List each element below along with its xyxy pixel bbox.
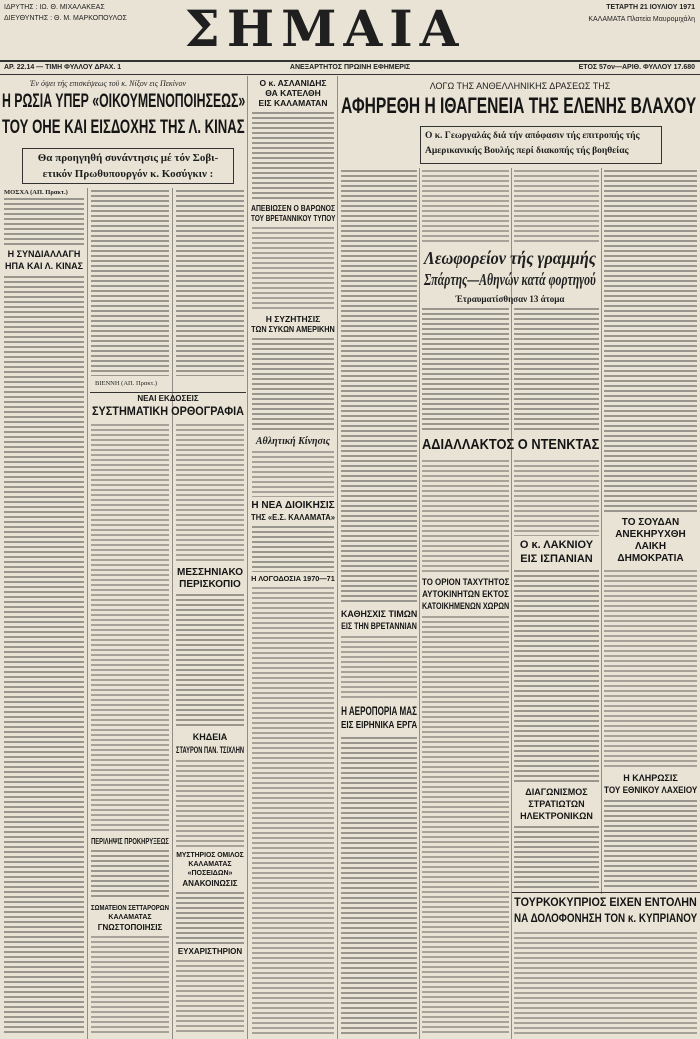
baron-heading-line1: ΑΠΕΒΙΩΣΕΝ Ο ΒΑΡΩΝΟΣ <box>251 203 336 213</box>
airforce-heading-line2: ΕΙΣ ΕΙΡΗΝΙΚΑ ΕΡΓΑ <box>341 720 418 731</box>
article-body-text <box>514 308 599 432</box>
bus-headline-line2: Σπάρτης—Αθηνών κατά φορτηγού <box>424 270 596 289</box>
article-body-text <box>604 170 697 512</box>
article-body-text <box>252 526 334 572</box>
article-body-text <box>176 960 244 1035</box>
vlachou-subhead-line1: Ο κ. Γεωργαλάς διά τήν απόφασιν τής επιτροπής τής <box>425 131 640 141</box>
article-body-text <box>91 424 169 834</box>
column-rule <box>601 168 602 894</box>
contest-heading-line3: ΗΛΕΚΤΡΟΝΙΚΩΝ <box>520 811 593 821</box>
figs-heading-line1: Η ΣΥΖΗΤΗΣΙΣ <box>265 314 321 324</box>
russia-dateline: ΜΟΣΧΑ (ΑΠ. Πρακτ.) <box>4 189 68 196</box>
column-rule <box>172 188 173 1039</box>
article-body-text <box>341 170 417 605</box>
contest-heading-line2: ΣΤΡΑΤΙΩΤΩΝ <box>528 799 585 809</box>
article-body-text <box>514 170 599 244</box>
article-body-text <box>422 308 509 432</box>
article-body-text <box>252 451 334 497</box>
article-body-text <box>341 737 417 1035</box>
spain-heading-line2: ΕΙΣ ΙΣΠΑΝΙΑΝ <box>520 553 593 565</box>
section-rule <box>512 892 700 893</box>
vlachou-headline: ΑΦΗΡΕΘΗ Η ΙΘΑΓΕΝΕΙΑ ΤΗΣ ΕΛΕΝΗΣ ΒΛΑΧΟΥ <box>341 93 697 118</box>
periscope-heading-line2: ΠΕΡΙΣΚΟΠΙΟ <box>179 579 241 590</box>
denktash-headline: ΑΔΙΑΛΛΑΚΤΟΣ Ο ΝΤΕΝΚΤΑΣ <box>422 436 600 453</box>
article-body-text <box>514 826 599 888</box>
issue-number: ΕΤΟΣ 57ον—ΑΡΙΘ. ΦΥΛΛΟΥ 17.680 <box>578 64 695 71</box>
article-body-text <box>176 594 244 728</box>
new-board-heading-line1: Η ΝΕΑ ΔΙΟΙΚΗΣΙΣ <box>251 500 335 511</box>
vlachou-kicker: ΛΟΓΩ ΤΗΣ ΑΝΘΕΛΛΗΝΙΚΗΣ ΔΡΑΣΕΩΣ ΤΗΣ <box>429 81 611 91</box>
article-body-text <box>4 198 84 246</box>
section-rule <box>90 392 246 393</box>
union-heading-line2: ΚΑΛΑΜΑΤΑΣ <box>108 914 152 921</box>
lottery-heading-line1: Η ΚΛΗΡΩΣΙΣ <box>623 773 678 783</box>
periscope-heading-line1: ΜΕΣΣΗΝΙΑΚΟ <box>177 567 243 578</box>
speed-heading-line3: ΚΑΤΟΙΚΗΜΕΝΩΝ ΧΩΡΩΝ <box>422 601 510 611</box>
russia-subhead-line1: Θα προηγηθή συνάντησις μέ τόν Σοβι- <box>37 152 219 164</box>
union-heading-line1: ΣΩΜΑΤΕΙΟΝ ΣΕΤΤΑΡΟΡΩΝ <box>91 905 169 912</box>
aslanidis-heading-line3: ΕΙΣ ΚΑΛΑΜΑΤΑΝ <box>258 98 328 108</box>
article-body-text <box>91 936 169 1035</box>
sports-heading: Αθλητική Κίνησις <box>255 436 331 447</box>
article-body-text <box>422 170 509 244</box>
baron-heading-line2: ΤΟΥ ΒΡΕΤΑΝΝΙΚΟΥ ΤΥΠΟΥ <box>251 213 336 223</box>
russia-headline-line2: ΤΟΥ ΟΗΕ ΚΑΙ ΕΙΣΔΟΧΗΣ ΤΗΣ Λ. ΚΙΝΑΣ <box>2 117 245 138</box>
russia-headline-line1: Η ΡΩΣΙΑ ΥΠΕΡ «ΟΙΚΟΥΜΕΝΟΠΟΙΗΣΕΩΣ» <box>2 91 246 112</box>
bus-subhead: Έτραυματίσθησαν 13 άτομα <box>455 294 565 304</box>
article-body-text <box>604 570 697 770</box>
article-body-text <box>514 932 697 1035</box>
thanks-heading: ΕΥΧΑΡΙΣΤΗΡΙΟΝ <box>177 947 243 956</box>
article-body-text <box>176 892 244 944</box>
side-heading-line2: ΗΠΑ ΚΑΙ Λ. ΚΙΝΑΣ <box>4 261 84 271</box>
masthead-rule-lower <box>0 74 700 75</box>
publisher-address: ΚΑΛΑΜΑΤΑ Πλατεία Μαυρομιχάλη <box>588 16 695 23</box>
club-heading-line3: «ΠΟΣΕΙΔΩΝ» <box>187 870 233 877</box>
speed-heading-line2: ΑΥΤΟΚΙΝΗΤΩΝ ΕΚΤΟΣ <box>422 589 509 599</box>
article-body-text <box>91 190 169 376</box>
figs-heading-line2: ΤΩΝ ΣΥΚΩΝ ΑΜΕΡΙΚΗΝ <box>251 324 335 334</box>
cypriot-headline-line2: ΝΑ ΔΟΛΟΦΟΝΗΣΗ ΤΟΝ κ. ΚΥΠΡΙΑΝΟΥ <box>514 911 698 925</box>
accounts-heading: Η ΛΟΓΟΔΟΣΙΑ 1970—71 <box>251 574 335 583</box>
lottery-heading-line2: ΤΟΥ ΕΘΝΙΚΟΥ ΛΑΧΕΙΟΥ <box>604 785 698 795</box>
article-body-text <box>4 276 84 1035</box>
speed-heading-line1: ΤΟ ΟΡΙΟΝ ΤΑΧΥΤΗΤΟΣ <box>422 577 510 587</box>
price-line: ΑΡ. 22.14 — ΤΙΜΗ ΦΥΛΛΟΥ ΔΡΑΧ. 1 <box>4 64 122 71</box>
masthead-rule <box>0 60 700 62</box>
sudan-heading-line1: ΤΟ ΣΟΥΔΑΝ <box>621 517 680 528</box>
russia-subhead-line2: ετικόν Πρωθυπουργόν κ. Κοσύγκιν : <box>42 168 214 180</box>
sudan-heading-line3: ΛΑΙΚΗ <box>634 541 667 552</box>
funeral-name: ΣΤΑΥΡΟΝ ΠΑΝ. ΤΣΙΧΛΗΝ <box>176 745 244 755</box>
article-body-text <box>341 636 417 700</box>
director-credit: ΔΙΕΥΘΥΝΤΗΣ : Θ. Μ. ΜΑΡΚΟΠΟΥΛΟΣ <box>4 15 127 22</box>
column-rule <box>247 76 248 1039</box>
article-body-text <box>604 800 697 888</box>
vlachou-subhead-box <box>420 126 662 164</box>
club-heading-line2: ΚΑΛΑΜΑΤΑΣ <box>188 861 232 868</box>
sudan-heading-line2: ΑΝΕΚΗΡΥΧΘΗ <box>615 529 686 540</box>
prices-heading-line2: ΕΙΣ ΤΗΝ ΒΡΕΤΑΝΝΙΑΝ <box>341 621 417 631</box>
newspaper-title: ΣΗΜΑΙΑ <box>184 0 466 58</box>
union-heading-line3: ΓΝΩΣΤΟΠΟΙΗΣΙΣ <box>97 923 163 932</box>
club-heading-line4: ΑΝΑΚΟΙΝΩΣΙΣ <box>182 879 238 888</box>
spain-heading-line1: Ο κ. ΛΑΚΝΙΟΥ <box>519 539 594 551</box>
vienna-dateline: ΒΙΕΝΝΗ (ΑΠ. Πρακτ.) <box>95 380 158 387</box>
russia-subhead-box <box>22 148 234 184</box>
russia-kicker: Έν όψει τής επισκέψεως τοϋ κ. Νίξον εις Πεκίνον <box>30 79 187 88</box>
summary-heading: ΠΕΡΙΛΗΨΙΣ ΠΡΟΚΗΡΥΞΕΩΣ <box>91 837 169 846</box>
article-body-text <box>176 424 244 564</box>
aslanidis-heading-line2: ΘΑ ΚΑΤΕΛΘΗ <box>265 88 321 98</box>
orthography-heading: ΣΥΣΤΗΜΑΤΙΚΗ ΟΡΘΟΓΡΑΦΙΑ <box>92 404 245 418</box>
article-body-text <box>422 616 509 1035</box>
cypriot-headline-line1: ΤΟΥΡΚΟΚΥΠΡΙΟΣ ΕΙΧΕΝ ΕΝΤΟΛΗΝ <box>514 895 697 909</box>
sudan-heading-line4: ΔΗΜΟΚΡΑΤΙΑ <box>617 553 684 564</box>
new-board-heading-line2: ΤΗΣ «Ε.Σ. ΚΑΛΑΜΑΤΑ» <box>251 513 335 522</box>
founder-credit: ΙΔΡΥΤΗΣ : ΙΩ. Θ. ΜΙΧΑΛΑΚΕΑΣ <box>4 4 105 11</box>
vlachou-subhead-line2: Αμερικανικής Βουλής περί διακοπής τής βοηθείας <box>425 146 629 156</box>
airforce-heading-line1: Η ΑΕΡΟΠΟΡΙΑ ΜΑΣ <box>341 704 417 718</box>
article-body-text <box>176 190 244 376</box>
prices-heading-line1: ΚΑΘΗΣΧΙΣ ΤΙΜΩΝ <box>341 609 418 619</box>
article-body-text <box>514 460 599 536</box>
new-editions-heading: ΝΕΑΙ ΕΚΔΟΣΕΙΣ <box>137 394 199 403</box>
article-body-text <box>252 338 334 432</box>
article-body-text <box>252 112 334 200</box>
club-heading-line1: ΜΥΣΤΗΡΙΟΣ ΟΜΙΛΟΣ <box>176 852 244 859</box>
article-body-text <box>514 570 599 782</box>
article-body-text <box>91 850 169 900</box>
article-body-text <box>252 227 334 311</box>
side-heading-line1: Η ΣΥΝΔΙΑΛΛΑΓΗ <box>7 249 81 259</box>
bus-headline-line1: Λεωφορείον τής γραμμής <box>424 248 597 268</box>
column-rule <box>337 76 338 1039</box>
issue-date: ΤΕΤΑΡΤΗ 21 ΙΟΥΛΙΟΥ 1971 <box>606 4 695 11</box>
contest-heading-line1: ΔΙΑΓΩΝΙΣΜΟΣ <box>525 787 588 797</box>
article-body-text <box>176 760 244 848</box>
column-rule <box>87 188 88 1039</box>
article-body-text <box>252 587 334 1035</box>
column-rule <box>419 168 420 1039</box>
tagline: ΑΝΕΞΑΡΤΗΤΟΣ ΠΡΩΙΝΗ ΕΦΗΜΕΡΙΣ <box>289 64 411 71</box>
article-body-text <box>422 460 509 574</box>
aslanidis-heading-line1: Ο κ. ΑΣΛΑΝΙΔΗΣ <box>259 78 327 88</box>
funeral-heading: ΚΗΔΕΙΑ <box>192 732 228 742</box>
